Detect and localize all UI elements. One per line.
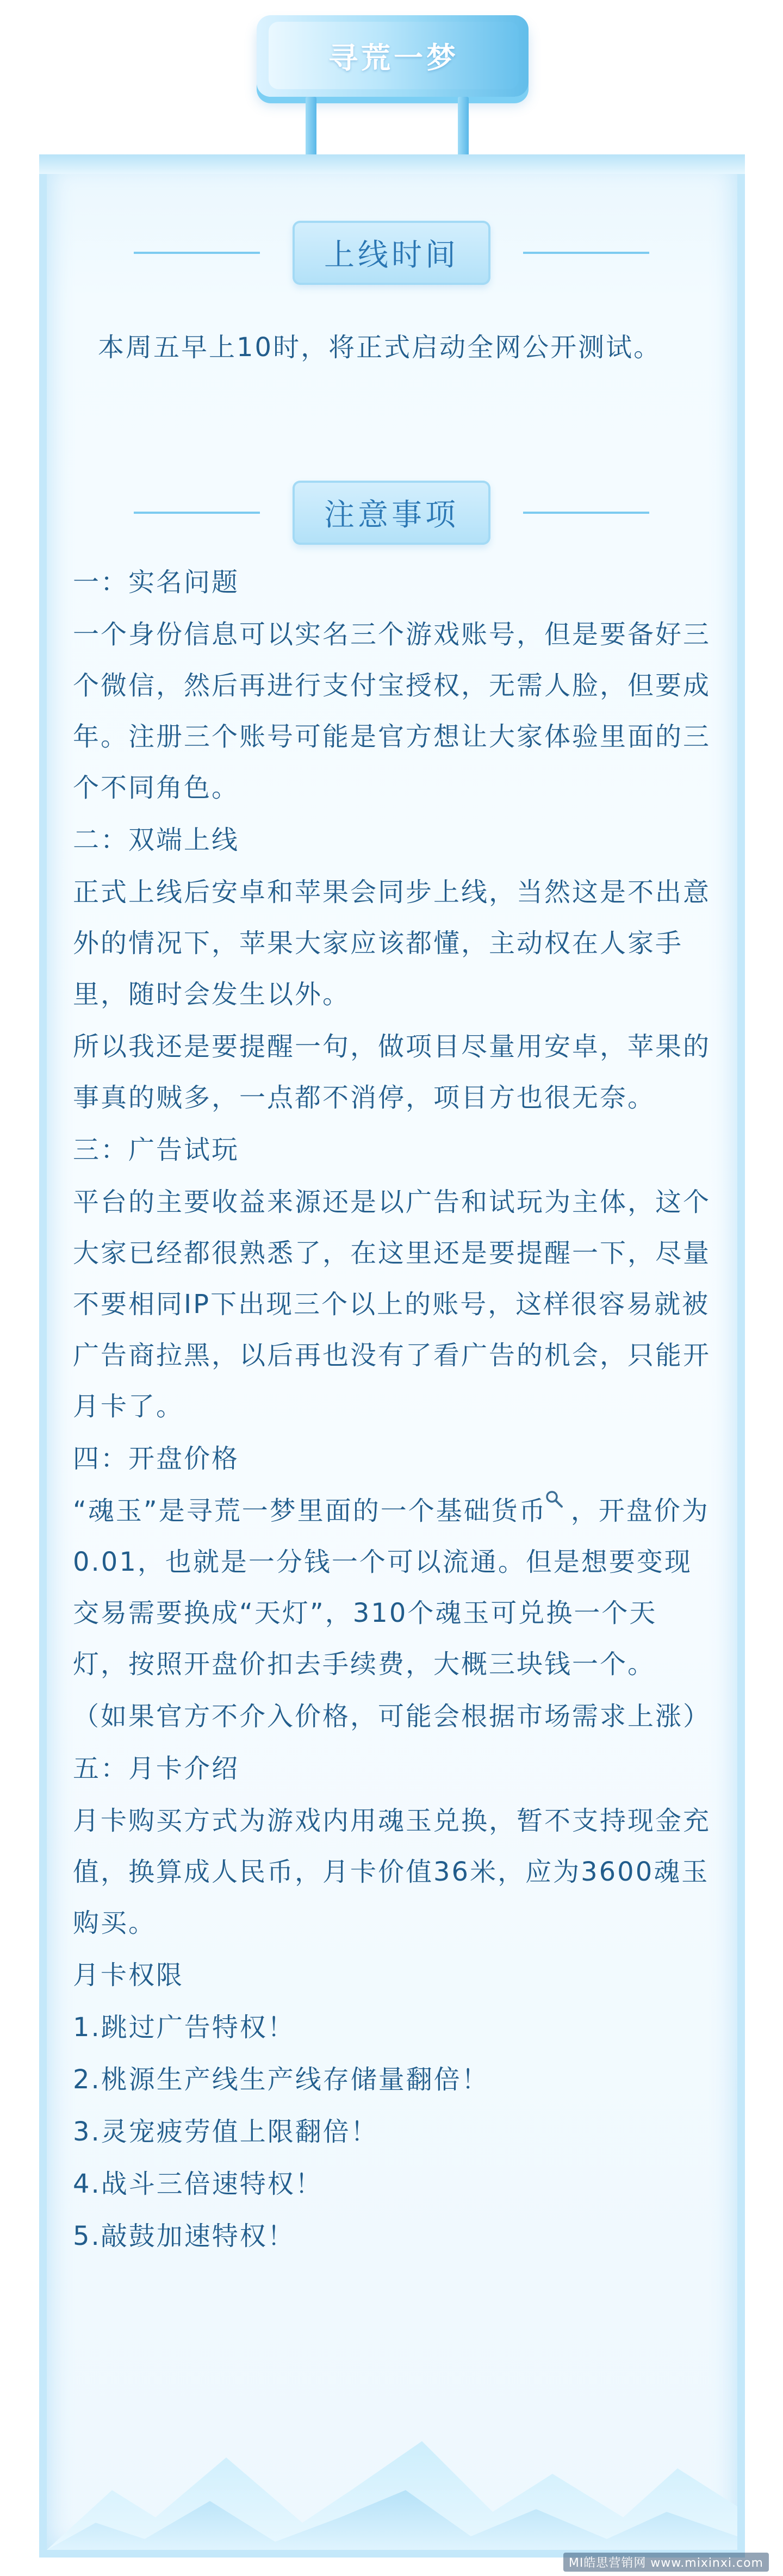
header-divider-left	[134, 252, 260, 254]
note-body-5: 月卡购买方式为游戏内用魂玉兑换，暂不支持现金充值，换算成人民币，月卡价值36米，应为3600魂玉购买。	[73, 1806, 711, 1938]
board-top-strip	[39, 154, 745, 174]
section-title-notes: 注意事项	[324, 497, 459, 533]
header-divider-left	[134, 512, 260, 514]
privilege-item-1: 1.跳过广告特权！	[73, 2012, 295, 2043]
section-title-launch: 上线时间	[324, 238, 459, 273]
privileges-heading: 月卡权限	[73, 1960, 184, 1990]
site-watermark: MI皓思营销网 www.mixinxi.com	[563, 2553, 769, 2572]
note-heading-1: 一：实名问题	[73, 567, 240, 598]
magnifier-icon[interactable]	[545, 1490, 563, 1508]
section-header-launch	[0, 221, 783, 285]
note-body-2b: 所以我还是要提醒一句，做项目尽量用安卓，苹果的事真的贼多，一点都不消停，项目方也很无奈。	[73, 1031, 711, 1113]
sign-post-right	[458, 97, 469, 158]
currency-term: “魂玉”是寻荒一梦里面的一个基础货币	[73, 1496, 547, 1526]
note-heading-2: 二：双端上线	[73, 825, 240, 855]
note-body-4	[73, 1485, 712, 1690]
note-body-2a: 正式上线后安卓和苹果会同步上线，当然这是不出意外的情况下，苹果大家应该都懂，主动权在人家手里，随时会发生以外。	[73, 877, 711, 1010]
section-header-notes	[0, 481, 783, 545]
title-sign	[257, 15, 529, 97]
note-body-1: 一个身份信息可以实名三个游戏账号，但是要备好三个微信，然后再进行支付宝授权，无需人脸，但要成年。注册三个账号可能是官方想让大家体验里面的三个不同角色。	[73, 619, 711, 803]
title-sign-face	[269, 22, 519, 89]
notes-content	[73, 557, 712, 2263]
header-divider-right	[523, 252, 649, 254]
privilege-item-3: 3.灵宠疲劳值上限翻倍！	[73, 2117, 378, 2147]
section-badge-launch	[293, 221, 490, 285]
sign-post-left	[306, 97, 316, 158]
privilege-item-4: 4.战斗三倍速特权！	[73, 2169, 323, 2199]
header-divider-right	[523, 512, 649, 514]
privilege-item-5: 5.敲鼓加速特权！	[73, 2221, 295, 2251]
note-aside-4: （如果官方不介入价格，可能会根据市场需求上涨）	[73, 1701, 711, 1732]
note-heading-4: 四：开盘价格	[73, 1443, 240, 1474]
page-title: 寻荒一梦	[328, 40, 459, 75]
section-badge-notes	[293, 481, 490, 545]
note-body-3: 平台的主要收益来源还是以广告和试玩为主体，这个大家已经都很熟悉了，在这里还是要提醒一下，尽量不要相同IP下出现三个以上的账号，这样很容易就被广告商拉黑，以后再也没有了看广告的机会，只能开月卡了。	[73, 1187, 711, 1422]
privilege-item-2: 2.桃源生产线生产线存储量翻倍！	[73, 2064, 489, 2095]
mountain-decoration	[47, 2409, 737, 2550]
note-heading-3: 三：广告试玩	[73, 1135, 240, 1165]
note-body-4-rest: ，开盘价为0.01，也就是一分钱一个可以流通。但是想要变现交易需要换成“天灯”，310个魂玉可兑换一个天灯，按照开盘价扣去手续费，大概三块钱一个。	[73, 1496, 710, 1679]
note-heading-5: 五：月卡介绍	[73, 1753, 240, 1784]
launch-text: 本周五早上10时，将正式启动全网公开测试。	[98, 332, 662, 363]
